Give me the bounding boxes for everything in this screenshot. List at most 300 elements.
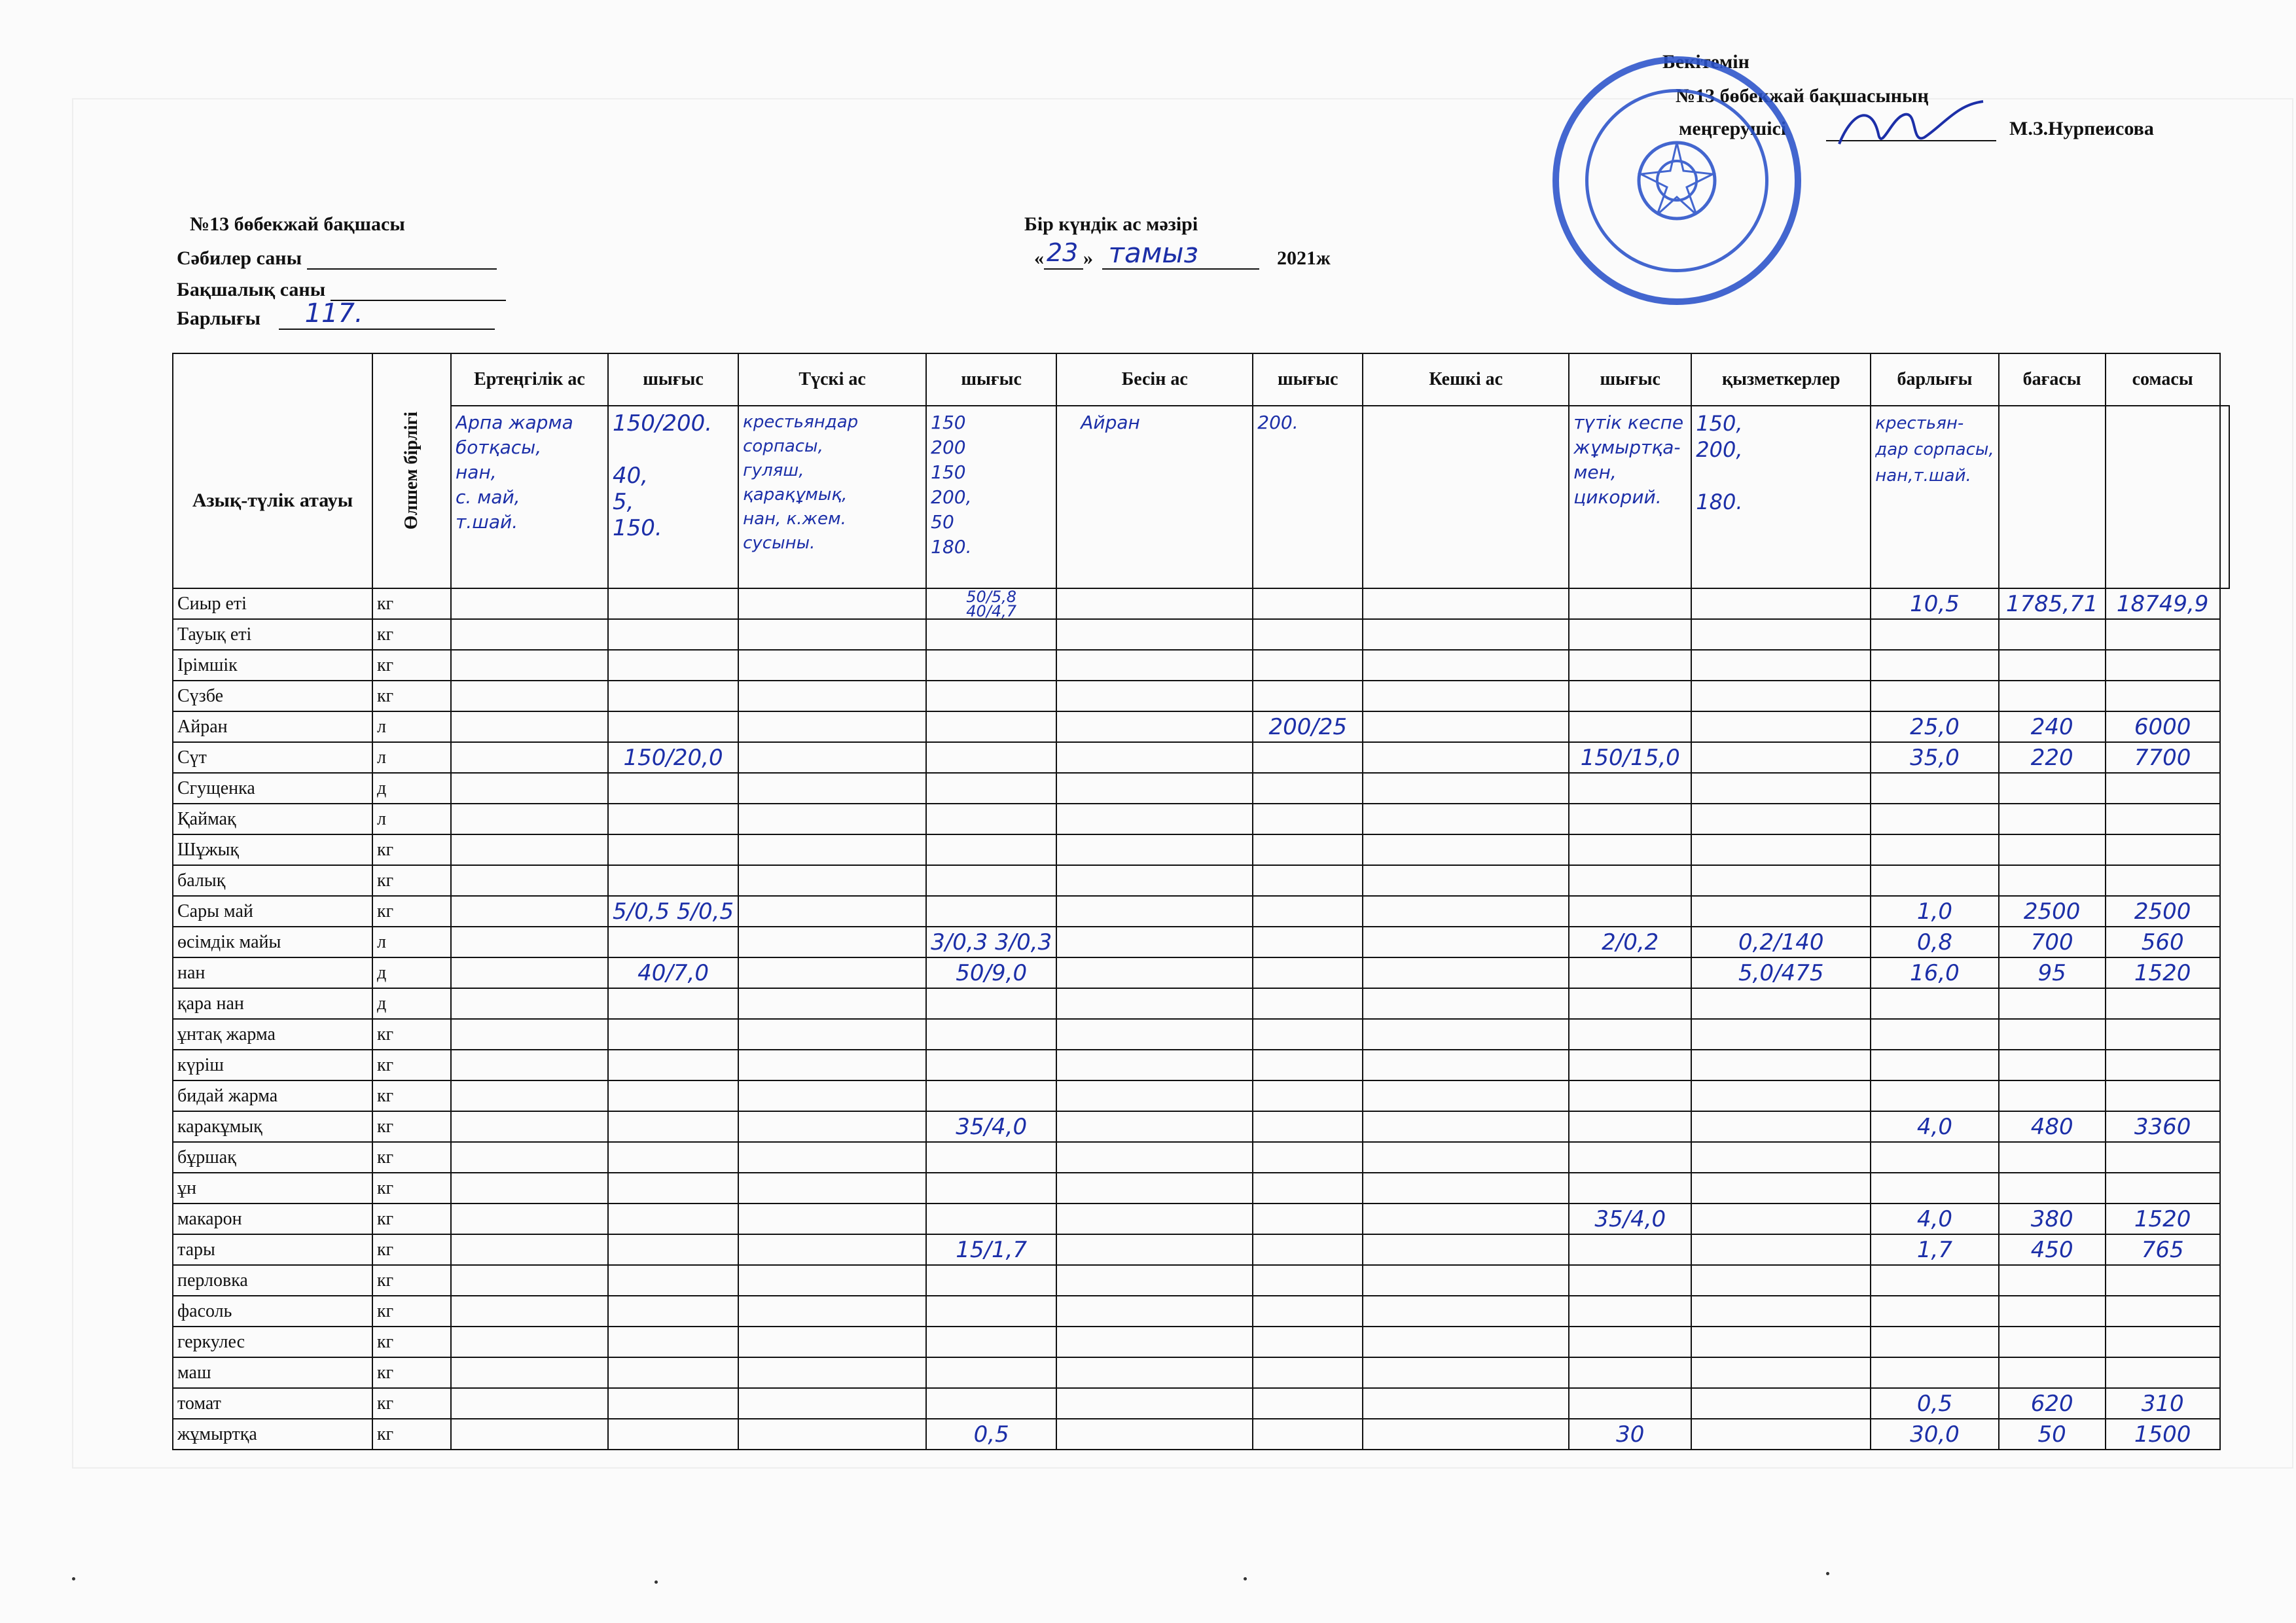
cell-c1 <box>451 1204 608 1234</box>
children-count-line <box>307 247 497 270</box>
cell-sum <box>2106 1296 2220 1327</box>
cell-c6 <box>1253 957 1363 988</box>
cell-price <box>1999 773 2106 804</box>
cell-price <box>1999 1019 2106 1050</box>
cell-c5 <box>1056 1327 1253 1357</box>
cell-c8 <box>1569 1111 1691 1142</box>
cell-c2 <box>608 619 738 650</box>
cell-c1 <box>451 1388 608 1419</box>
garden-count-label: Бақшалық саны <box>177 279 326 300</box>
cell-total: 0,5 <box>1871 1388 1998 1419</box>
cell-sum <box>2106 773 2220 804</box>
ingredient-unit: л <box>372 742 451 773</box>
cell-c9: 0,2/140 <box>1691 927 1871 957</box>
cell-sum <box>2106 1080 2220 1111</box>
cell-c1 <box>451 957 608 988</box>
cell-c4 <box>926 1296 1056 1327</box>
cell-c2 <box>608 1050 738 1080</box>
cell-c1 <box>451 742 608 773</box>
ingredient-unit: кг <box>372 1327 451 1357</box>
table-row <box>173 834 2229 865</box>
cell-c5 <box>1056 619 1253 650</box>
cell-total <box>1871 1357 1998 1388</box>
ingredient-name: өсімдік майы <box>173 927 372 957</box>
cell-c6 <box>1253 927 1363 957</box>
approval-name: М.З.Нурпеисова <box>2009 118 2154 139</box>
cell-c2 <box>608 1080 738 1111</box>
ingredient-name: Сүзбе <box>173 681 372 711</box>
table-row <box>173 1050 2229 1080</box>
cell-c5 <box>1056 1080 1253 1111</box>
cell-c8 <box>1569 957 1691 988</box>
dish-snack <box>1056 406 1253 588</box>
cell-c1 <box>451 773 608 804</box>
cell-c3 <box>738 957 926 988</box>
dish-staff-text: крестьян- дар сорпасы, нан,т.шай. <box>1875 414 1994 486</box>
ingredient-unit: кг <box>372 834 451 865</box>
cell-c3 <box>738 650 926 681</box>
cell-c7 <box>1363 1050 1569 1080</box>
cell-c6 <box>1253 865 1363 896</box>
cell-c6 <box>1253 619 1363 650</box>
cell-price <box>1999 834 2106 865</box>
col-out2-header: шығыс <box>926 353 1056 406</box>
ingredient-name: бұршақ <box>173 1142 372 1173</box>
cell-c3 <box>738 681 926 711</box>
cell-sum: 765 <box>2106 1234 2220 1265</box>
cell-c3 <box>738 1050 926 1080</box>
cell-c9 <box>1691 1296 1871 1327</box>
ingredient-name: бидай жарма <box>173 1080 372 1111</box>
cell-total <box>1871 1050 1998 1080</box>
ingredient-unit: кг <box>372 681 451 711</box>
cell-sum: 1520 <box>2106 1204 2220 1234</box>
dish-out3-text: 200. <box>1257 412 1299 433</box>
col-sum-header: сомасы <box>2106 353 2220 406</box>
scan-dot <box>655 1580 658 1584</box>
ingredient-name: томат <box>173 1388 372 1419</box>
cell-c1 <box>451 1234 608 1265</box>
cell-c3 <box>738 988 926 1019</box>
cell-c4: 3/0,3 3/0,3 <box>926 927 1056 957</box>
ingredient-name: Тауық еті <box>173 619 372 650</box>
cell-c7 <box>1363 1204 1569 1234</box>
cell-total <box>1871 1019 1998 1050</box>
cell-c6 <box>1253 1204 1363 1234</box>
date-day-line <box>1044 238 1083 270</box>
approval-role: меңгерушісі <box>1679 118 1787 139</box>
ingredient-name: жұмыртқа <box>173 1419 372 1450</box>
cell-price: 240 <box>1999 711 2106 742</box>
cell-c4 <box>926 742 1056 773</box>
cell-price <box>1999 619 2106 650</box>
ingredient-unit: кг <box>372 1050 451 1080</box>
ingredient-name: Сүт <box>173 742 372 773</box>
cell-c3 <box>738 773 926 804</box>
cell-c2: 150/20,0 <box>608 742 738 773</box>
cell-c2 <box>608 1327 738 1357</box>
ingredient-name: қара нан <box>173 988 372 1019</box>
cell-c5 <box>1056 927 1253 957</box>
cell-c8 <box>1569 773 1691 804</box>
col-staff-header: қызметкерлер <box>1691 353 1871 406</box>
cell-total <box>1871 1173 1998 1204</box>
cell-price: 95 <box>1999 957 2106 988</box>
cell-sum: 7700 <box>2106 742 2220 773</box>
cell-c2 <box>608 1388 738 1419</box>
cell-c6 <box>1253 773 1363 804</box>
table-row <box>173 588 2229 619</box>
cell-c9 <box>1691 1419 1871 1450</box>
cell-price: 480 <box>1999 1111 2106 1142</box>
cell-c6 <box>1253 834 1363 865</box>
date-year: 2021ж <box>1277 247 1331 269</box>
cell-c9 <box>1691 711 1871 742</box>
table-row <box>173 804 2229 834</box>
cell-c5 <box>1056 834 1253 865</box>
table-row <box>173 1296 2229 1327</box>
cell-c7 <box>1363 1327 1569 1357</box>
cell-total <box>1871 1080 1998 1111</box>
ingredient-unit: кг <box>372 1019 451 1050</box>
cell-c2 <box>608 711 738 742</box>
scan-dot <box>72 1577 75 1580</box>
cell-c9: 5,0/475 <box>1691 957 1871 988</box>
col-total-header: барлығы <box>1871 353 1998 406</box>
cell-c7 <box>1363 1173 1569 1204</box>
cell-price <box>1999 804 2106 834</box>
cell-c5 <box>1056 1204 1253 1234</box>
cell-total <box>1871 650 1998 681</box>
cell-sum <box>2106 865 2220 896</box>
cell-c3 <box>738 804 926 834</box>
dish-staff <box>1871 406 1998 588</box>
cell-c5 <box>1056 1296 1253 1327</box>
cell-c2 <box>608 927 738 957</box>
cell-c7 <box>1363 865 1569 896</box>
cell-c2 <box>608 1111 738 1142</box>
cell-c7 <box>1363 927 1569 957</box>
menu-title: Бір күндік ас мәзірі <box>1024 213 1198 235</box>
cell-total <box>1871 1142 1998 1173</box>
cell-sum <box>2106 650 2220 681</box>
cell-sum <box>2106 1050 2220 1080</box>
cell-total: 35,0 <box>1871 742 1998 773</box>
ingredient-unit: кг <box>372 1388 451 1419</box>
ingredient-name: Шұжық <box>173 834 372 865</box>
signature <box>1833 98 1990 157</box>
ingredient-name: макарон <box>173 1204 372 1234</box>
cell-price <box>1999 1265 2106 1296</box>
table-row <box>173 1327 2229 1357</box>
cell-c4 <box>926 896 1056 927</box>
cell-sum: 310 <box>2106 1388 2220 1419</box>
cell-price <box>1999 865 2106 896</box>
cell-c1 <box>451 1050 608 1080</box>
cell-c8 <box>1569 1357 1691 1388</box>
cell-c2 <box>608 773 738 804</box>
cell-c6 <box>1253 1080 1363 1111</box>
cell-c9 <box>1691 1080 1871 1111</box>
cell-c9 <box>1691 988 1871 1019</box>
cell-c8 <box>1569 1327 1691 1357</box>
children-count-row <box>177 247 497 270</box>
ingredient-name: ұн <box>173 1173 372 1204</box>
cell-c3 <box>738 834 926 865</box>
cell-c7 <box>1363 1419 1569 1450</box>
cell-c1 <box>451 865 608 896</box>
cell-sum <box>2106 681 2220 711</box>
cell-c8 <box>1569 1296 1691 1327</box>
cell-c5 <box>1056 988 1253 1019</box>
ingredient-unit: л <box>372 711 451 742</box>
cell-c9 <box>1691 1019 1871 1050</box>
cell-total <box>1871 681 1998 711</box>
cell-sum <box>2106 1173 2220 1204</box>
cell-c3 <box>738 1388 926 1419</box>
table-row <box>173 957 2229 988</box>
ingredient-name: геркулес <box>173 1327 372 1357</box>
ingredient-name: тары <box>173 1234 372 1265</box>
total-value: 117. <box>304 298 363 329</box>
cell-c6 <box>1253 1419 1363 1450</box>
cell-c5 <box>1056 865 1253 896</box>
cell-c8 <box>1569 865 1691 896</box>
cell-c1 <box>451 588 608 619</box>
cell-c4: 50/5,8 40/4,7 <box>926 588 1056 619</box>
cell-c9 <box>1691 1173 1871 1204</box>
cell-c6 <box>1253 804 1363 834</box>
cell-c6 <box>1253 1173 1363 1204</box>
table-row <box>173 1265 2229 1296</box>
cell-c5 <box>1056 804 1253 834</box>
dish-lunch <box>738 406 926 588</box>
cell-c4 <box>926 1050 1056 1080</box>
cell-c1 <box>451 927 608 957</box>
table-row <box>173 1204 2229 1234</box>
cell-price <box>1999 1296 2106 1327</box>
ingredient-unit: кг <box>372 588 451 619</box>
cell-c2: 40/7,0 <box>608 957 738 988</box>
cell-c8 <box>1569 711 1691 742</box>
cell-c9 <box>1691 1357 1871 1388</box>
cell-c9 <box>1691 1050 1871 1080</box>
cell-c6 <box>1253 896 1363 927</box>
date-month-line <box>1102 237 1259 270</box>
cell-c8 <box>1569 896 1691 927</box>
cell-c3 <box>738 588 926 619</box>
cell-c5 <box>1056 681 1253 711</box>
ingredient-unit: кг <box>372 619 451 650</box>
ingredient-unit: д <box>372 773 451 804</box>
cell-c4: 35/4,0 <box>926 1111 1056 1142</box>
cell-c8 <box>1569 588 1691 619</box>
cell-c9 <box>1691 650 1871 681</box>
dish-out4 <box>1691 406 1871 588</box>
cell-c6 <box>1253 1019 1363 1050</box>
table-row <box>173 865 2229 896</box>
cell-c3 <box>738 865 926 896</box>
ingredient-unit: кг <box>372 1142 451 1173</box>
cell-c6 <box>1253 1111 1363 1142</box>
cell-total <box>1871 1265 1998 1296</box>
cell-c1 <box>451 1327 608 1357</box>
cell-c5 <box>1056 650 1253 681</box>
col-out1-header: шығыс <box>608 353 738 406</box>
cell-c7 <box>1363 1388 1569 1419</box>
cell-c1 <box>451 619 608 650</box>
cell-c6 <box>1253 1234 1363 1265</box>
date-month: тамыз <box>1108 237 1198 269</box>
cell-sum <box>2106 1327 2220 1357</box>
cell-c3 <box>738 619 926 650</box>
scan-dot <box>1826 1572 1829 1575</box>
cell-c1 <box>451 988 608 1019</box>
cell-c3 <box>738 1019 926 1050</box>
cell-sum <box>2106 1142 2220 1173</box>
table-row <box>173 1111 2229 1142</box>
cell-c2 <box>608 988 738 1019</box>
cell-sum <box>2106 1019 2220 1050</box>
cell-price <box>1999 1357 2106 1388</box>
total-label: Барлығы <box>177 308 261 329</box>
cell-c5 <box>1056 588 1253 619</box>
cell-total: 16,0 <box>1871 957 1998 988</box>
col-price-header: бағасы <box>1999 353 2106 406</box>
dish-sum-blank <box>2220 406 2229 588</box>
cell-c5 <box>1056 1173 1253 1204</box>
cell-c2 <box>608 650 738 681</box>
cell-c4 <box>926 1080 1056 1111</box>
cell-c4: 0,5 <box>926 1419 1056 1450</box>
cell-c9 <box>1691 804 1871 834</box>
cell-total: 10,5 <box>1871 588 1998 619</box>
cell-c9 <box>1691 1327 1871 1357</box>
cell-c6 <box>1253 1357 1363 1388</box>
col-unit-header <box>372 353 451 588</box>
cell-c2 <box>608 865 738 896</box>
cell-c9 <box>1691 1111 1871 1142</box>
ingredient-unit: кг <box>372 1296 451 1327</box>
ingredient-name: нан <box>173 957 372 988</box>
cell-c8 <box>1569 619 1691 650</box>
total-line <box>279 298 495 330</box>
cell-c6 <box>1253 650 1363 681</box>
dish-out2 <box>926 406 1056 588</box>
ingredient-unit: кг <box>372 650 451 681</box>
cell-c1 <box>451 711 608 742</box>
cell-c9 <box>1691 619 1871 650</box>
table-row <box>173 896 2229 927</box>
ingredient-name: Ірімшік <box>173 650 372 681</box>
table-row <box>173 1234 2229 1265</box>
cell-total: 4,0 <box>1871 1111 1998 1142</box>
cell-sum: 560 <box>2106 927 2220 957</box>
cell-c3 <box>738 1265 926 1296</box>
ingredient-name: ұнтақ жарма <box>173 1019 372 1050</box>
cell-c7 <box>1363 1019 1569 1050</box>
cell-c9 <box>1691 896 1871 927</box>
cell-c8 <box>1569 988 1691 1019</box>
dish-price-blank <box>2106 406 2220 588</box>
cell-c5 <box>1056 1111 1253 1142</box>
cell-c2 <box>608 1265 738 1296</box>
children-count-label: Сәбилер саны <box>177 247 302 269</box>
cell-sum <box>2106 988 2220 1019</box>
cell-price: 380 <box>1999 1204 2106 1234</box>
cell-c2 <box>608 1419 738 1450</box>
table-row <box>173 1080 2229 1111</box>
cell-c3 <box>738 742 926 773</box>
cell-c2 <box>608 1142 738 1173</box>
cell-c2 <box>608 681 738 711</box>
cell-price: 220 <box>1999 742 2106 773</box>
cell-c4 <box>926 865 1056 896</box>
dish-total-blank <box>1999 406 2106 588</box>
dish-out1-text: 150/200. 40, 5, 150. <box>613 410 713 541</box>
table-row <box>173 773 2229 804</box>
ingredient-rows <box>173 588 2229 1450</box>
cell-price <box>1999 1050 2106 1080</box>
ingredient-name: маш <box>173 1357 372 1388</box>
ingredient-name: перловка <box>173 1265 372 1296</box>
cell-c5 <box>1056 1357 1253 1388</box>
cell-price <box>1999 988 2106 1019</box>
cell-total: 25,0 <box>1871 711 1998 742</box>
approval-title: Бекітемін <box>1662 51 1749 73</box>
cell-c3 <box>738 711 926 742</box>
cell-c7 <box>1363 1111 1569 1142</box>
col-snack-header: Бесін ас <box>1056 353 1253 406</box>
institution-name: №13 бөбекжай бақшасы <box>190 213 405 235</box>
ingredient-name: балық <box>173 865 372 896</box>
cell-price: 700 <box>1999 927 2106 957</box>
cell-c8 <box>1569 650 1691 681</box>
ingredient-name: Қаймақ <box>173 804 372 834</box>
cell-c3 <box>738 1080 926 1111</box>
cell-c1 <box>451 1142 608 1173</box>
cell-total: 0,8 <box>1871 927 1998 957</box>
cell-c3 <box>738 1327 926 1357</box>
cell-total <box>1871 773 1998 804</box>
cell-c5 <box>1056 1142 1253 1173</box>
table-row <box>173 1019 2229 1050</box>
cell-c4 <box>926 1173 1056 1204</box>
cell-total <box>1871 988 1998 1019</box>
cell-c4 <box>926 834 1056 865</box>
cell-c1 <box>451 804 608 834</box>
col-out4-header: шығыс <box>1569 353 1691 406</box>
cell-c7 <box>1363 773 1569 804</box>
cell-c9 <box>1691 681 1871 711</box>
cell-c6 <box>1253 1142 1363 1173</box>
cell-c6 <box>1253 1296 1363 1327</box>
dish-breakfast <box>451 406 608 588</box>
cell-c8 <box>1569 1019 1691 1050</box>
cell-sum: 3360 <box>2106 1111 2220 1142</box>
cell-c7 <box>1363 1080 1569 1111</box>
cell-c1 <box>451 1357 608 1388</box>
cell-c8 <box>1569 1265 1691 1296</box>
dish-out4-text: 150, 200, 180. <box>1696 411 1743 514</box>
cell-c9 <box>1691 588 1871 619</box>
cell-c4 <box>926 1204 1056 1234</box>
cell-c9 <box>1691 1204 1871 1234</box>
cell-c6 <box>1253 1265 1363 1296</box>
ingredient-unit: л <box>372 927 451 957</box>
cell-total <box>1871 1327 1998 1357</box>
cell-c5 <box>1056 957 1253 988</box>
